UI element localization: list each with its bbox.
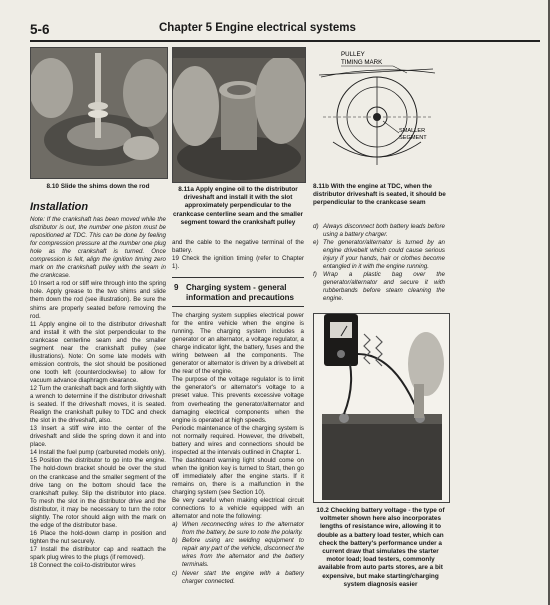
charging-system-text (172, 312, 304, 586)
section-9-rule-bottom (172, 306, 304, 307)
step-19: 19 Check the ignition timing (refer to Chapter 1). (172, 255, 304, 271)
installation-text (30, 216, 166, 570)
middle-top-text (172, 239, 304, 271)
diagram-tdc-alignment (313, 47, 441, 177)
label-smaller: SMALLER (399, 128, 426, 134)
step-16: 16 Place the hold-down clamp in position and tighten the nut securely. (30, 529, 166, 545)
step-10: 10 Insert a rod or stiff wire through into the spring hole. Apply grease to the two shims and slide them down the rod (see illustration). Be sure the shims are properly seated before removing the rod. (30, 280, 166, 320)
photo-driveshaft-install (172, 47, 306, 183)
charging-para-1: The charging system supplies electrical power for the entire vehicle when the engine is running. The charging system includes a generator or an alternator, a voltage regulator, a charge indicator light, the battery, fuses and the wiring between all the components. The generator or alternator is driven by a drivebelt at the rear of the engine. (172, 312, 304, 376)
section-9-number: 9 (174, 283, 179, 292)
label-segment: SEGMENT (399, 135, 427, 141)
charging-para-2: The purpose of the voltage regulator is to limit the generator's or alternator's voltage to a preset value. This prevents excessive voltage from overheating the generator/alternator and damaging electrical components when the engine is operated at high speeds. (172, 376, 304, 424)
label-pulley: PULLEY (341, 51, 365, 58)
charging-para-5: Be very careful when making electrical circuit connections to a vehicle equipped with an alternator and note the following: (172, 497, 304, 521)
figure-caption-8-10: 8.10 Slide the shims down the rod (46, 183, 150, 190)
precaution-b: b) Before using arc welding equipment to repair any part of the vehicle, disconnect the wires from the alternator and the battery terminals. (172, 537, 304, 569)
precaution-d: d) Always disconnect both battery leads before using a battery charger. (313, 223, 445, 239)
step-14: 14 Install the fuel pump (carbureted models only). (30, 449, 166, 457)
header-rule (30, 40, 540, 42)
charging-para-3: Periodic maintenance of the charging system is not normally required. However, the drivebelt, battery and wires and connections should be inspected at the intervals outlined in Chapter 1. (172, 424, 304, 456)
precautions-continued (313, 223, 445, 303)
precaution-a: a) When reconnecting wires to the alternator from the battery, be sure to note the polarity. (172, 521, 304, 537)
section-title-installation: Installation (30, 201, 89, 213)
charging-para-4: The dashboard warning light should come on when the ignition key is turned to Start, then go off immediately after the engine starts. If it remains on, there is a malfunction in the charging system (see Section 10). (172, 456, 304, 497)
step-13: 13 Insert a stiff wire into the center of the driveshaft and slide the spring down it and into place. (30, 425, 166, 449)
photo-shims-rod (30, 47, 168, 179)
step-18-continued: and the cable to the negative terminal of the battery. (172, 239, 304, 255)
precaution-f: f) Wrap a plastic bag over the generator/alternator and secure it with rubberbands before steam cleaning the engine. (313, 271, 445, 303)
section-9-rule-top (172, 277, 304, 278)
step-12: 12 Turn the crankshaft back and forth slightly with a wrench to determine if the distributor driveshaft is seated. If the driveshaft moves, it is seated. Realign the crankshaft pulley to TDC and check the slot in the driveshaft, also. (30, 384, 166, 425)
chapter-title: Chapter 5 Engine electrical systems (159, 22, 356, 34)
step-18: 18 Connect the coil-to-distributor wires (30, 562, 136, 570)
photo-battery-voltage-check (313, 313, 450, 503)
label-timing-mark: TIMING MARK (341, 59, 383, 66)
figure-caption-8-11b: 8.11b With the engine at TDC, when the distributor driveshaft is seated, it should be perpendicular to the crankcase seam (313, 183, 446, 207)
step-15: 15 Position the distributor to go into the engine. The hold-down bracket should be over the stud on the crankcase and the smaller segment of the drive tang on the bottom should face the crankshaft pulley. Slip the distributor into place. To mesh the slot in the distributor drive and the distributor, it may be necessary to turn the rotor slightly. The rotor should align with the mark on the edge of the distributor base. (30, 457, 166, 529)
step-17: 17 Install the distributor cap and reattach the spark plug wires to the plugs (if removed). (30, 545, 166, 561)
figure-caption-10-2: 10.2 Checking battery voltage - the type of voltmeter shown here also incorporates lengths of resistance wire, allowing it to double as a battery load tester, which can check the battery's performance under a current draw that simulates the starter motor load; load testers, commonly available from auto parts stores, are a bit expensive, but make starting/charging system diagnosis easier (316, 507, 445, 588)
step-11: 11 Apply engine oil to the distributor driveshaft and install it with the slot perpendicular to the crankcase centerline seam and the smaller segment near the crankshaft pulley (see illustrations). Note: On some late models with emission controls, the slot should be positioned one tooth left (counterclockwise) to allow for vacuum advance diaphragm clearance. (30, 320, 166, 384)
figure-caption-8-11a: 8.11a Apply engine oil to the distributor driveshaft and install it with the slot approximately perpendicular to the crankcase centerline seam and the smaller segment toward the crankshaft pulley (172, 186, 303, 226)
section-9-title: Charging system - general information and precautions (186, 283, 295, 302)
precaution-e: e) The generator/alternator is turned by an engine drivebelt which could cause serious injury if your hands, hair or clothes become entangled in it with the engine running. (313, 239, 445, 271)
installation-note: Note: If the crankshaft has been moved while the distributor is out, the number one piston must be repositioned at TDC. This can be done by feeling for compression pressure at the number one plug hole as the crankshaft is turned. Once compression is felt, align the ignition timing zero mark on the crankshaft pulley with the seam in the crankcase. (30, 216, 166, 280)
page-number: 5-6 (30, 22, 50, 37)
precaution-c: c) Never start the engine with a battery charger connected. (172, 569, 304, 585)
